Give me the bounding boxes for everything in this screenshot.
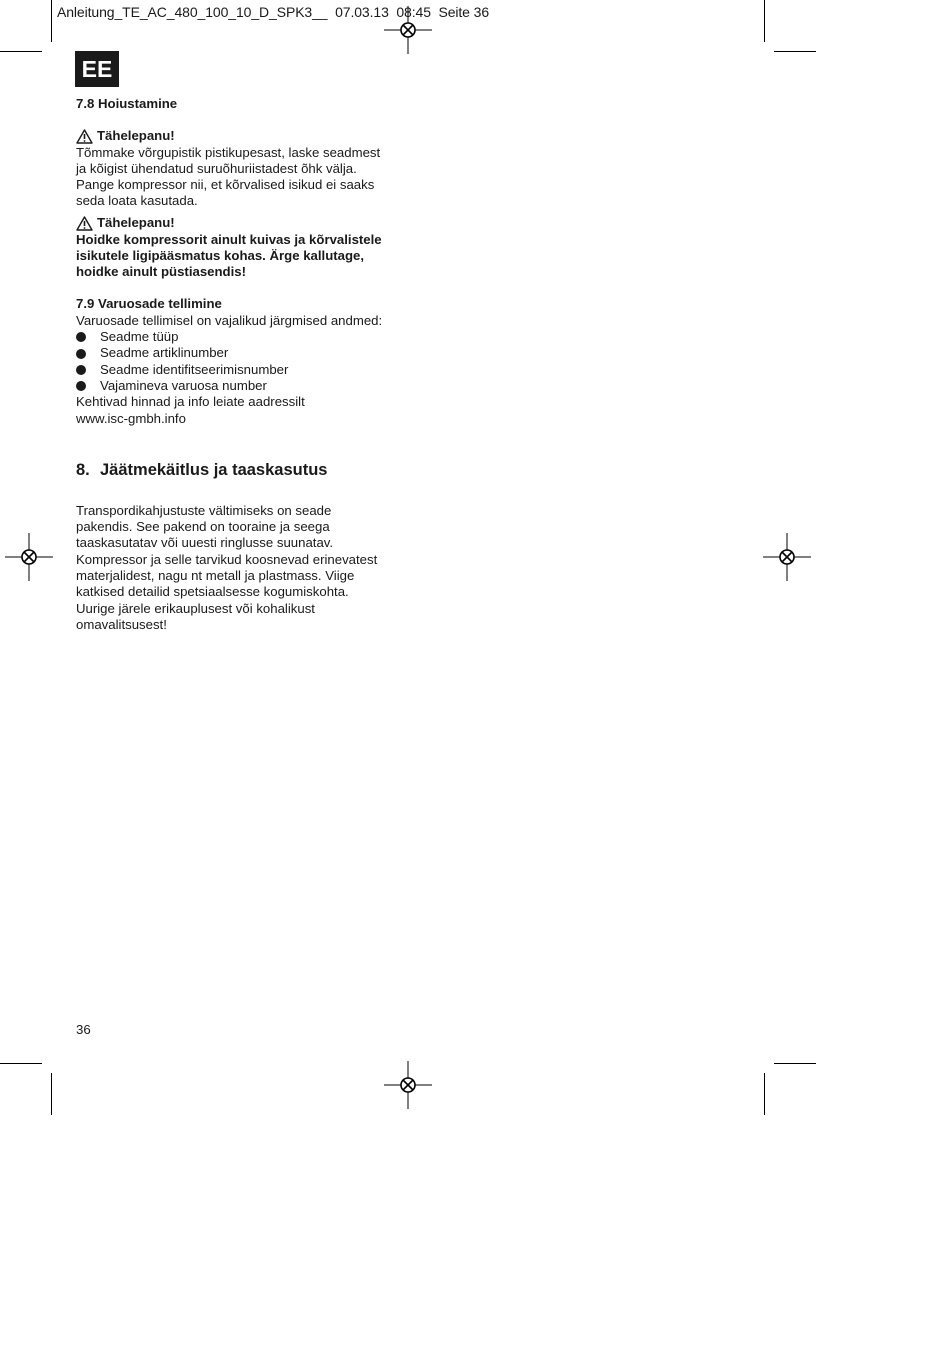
warning-bold-line: isikutele ligipääsmatus kohas. Ärge kallutage,	[76, 247, 365, 263]
bullet-icon	[76, 381, 86, 391]
warning-bold-line: Hoidke kompressorit ainult kuivas ja kõrvalistele	[76, 231, 382, 247]
bullet-icon	[76, 349, 86, 359]
list-item	[76, 362, 406, 378]
bullet-icon	[76, 332, 86, 342]
list-item-label: Seadme tüüp	[100, 329, 179, 345]
section-7-9-intro: Varuosade tellimisel on vajalikud järgmised andmed:	[76, 312, 383, 328]
warning-triangle-icon	[76, 216, 93, 231]
crop-mark-top-right-v	[764, 0, 765, 42]
list-item	[76, 329, 406, 345]
section-7-9-outro-line: Kehtivad hinnad ja info leiate aadressilt	[76, 394, 305, 410]
language-badge: EE	[75, 51, 119, 87]
section-8-body-line: omavalitsusest!	[76, 616, 167, 632]
list-item-label: Vajamineva varuosa number	[100, 377, 267, 393]
registration-mark-icon	[763, 533, 811, 581]
bullet-icon	[76, 365, 86, 375]
page-number: 36	[76, 1022, 91, 1037]
content-column	[76, 96, 406, 633]
section-8-heading	[76, 460, 406, 480]
crop-mark-top-left-v	[51, 0, 52, 42]
section-8-body-line: katkised detailid spetsiaalsesse kogumiskohta.	[76, 584, 349, 600]
warning-heading	[76, 128, 406, 144]
crop-mark-bottom-right-v	[764, 1073, 765, 1115]
warning-triangle-icon	[76, 129, 93, 144]
section-8-body-line: Transpordikahjustuste vältimiseks on seade	[76, 502, 332, 518]
section-8-body-line: taaskasutatav või uuesti ringlusse suunatav.	[76, 535, 334, 551]
section-8-body-line: Kompressor ja selle tarvikud koosnevad erinevatest	[76, 551, 378, 567]
section-8-body-line: materjalidest, nagu nt metall ja plastmass. Viige	[76, 568, 355, 584]
crop-mark-bottom-left-h	[0, 1063, 42, 1064]
warning-text-line: Tõmmake võrgupistik pistikupesast, laske seadmest	[76, 144, 381, 160]
warning-label: Tähelepanu!	[97, 215, 175, 231]
section-8-body-line: Uurige järele erikauplusest või kohalikust	[76, 600, 315, 616]
warning-bold-line: hoidke ainult püstiasendis!	[76, 264, 246, 280]
warning-text-line: seda loata kasutada.	[76, 193, 198, 209]
website-url: www.isc-gmbh.info	[76, 410, 186, 426]
warning-label: Tähelepanu!	[97, 128, 175, 144]
section-8-body-line: pakendis. See pakend on tooraine ja seega	[76, 519, 330, 535]
crop-mark-top-right-h	[774, 51, 816, 52]
crop-mark-bottom-right-h	[774, 1063, 816, 1064]
list-item	[76, 378, 406, 394]
registration-mark-icon	[384, 1061, 432, 1109]
section-7-9-title: 7.9 Varuosade tellimine	[76, 296, 222, 312]
crop-mark-top-left-h	[0, 51, 42, 52]
registration-mark-icon	[384, 6, 432, 54]
crop-mark-bottom-left-v	[51, 1073, 52, 1115]
warning-text-line: Pange kompressor nii, et kõrvalised isikud ei saaks	[76, 177, 375, 193]
list-item-label: Seadme identifitseerimisnumber	[100, 361, 289, 377]
section-8-number: 8.	[76, 460, 90, 479]
warning-heading	[76, 215, 406, 231]
section-8-title: Jäätmekäitlus ja taaskasutus	[100, 460, 328, 479]
list-item	[76, 345, 406, 361]
section-7-8-title: 7.8 Hoiustamine	[76, 96, 178, 111]
spare-parts-list	[76, 329, 406, 394]
list-item-label: Seadme artiklinumber	[100, 345, 229, 361]
print-header: Anleitung_TE_AC_480_100_10_D_SPK3__ 07.03.13 08:45 Seite 36	[57, 4, 490, 20]
warning-text-line: ja kõigist ühendatud suruõhuriistadest õhk välja.	[76, 160, 357, 176]
registration-mark-icon	[5, 533, 53, 581]
